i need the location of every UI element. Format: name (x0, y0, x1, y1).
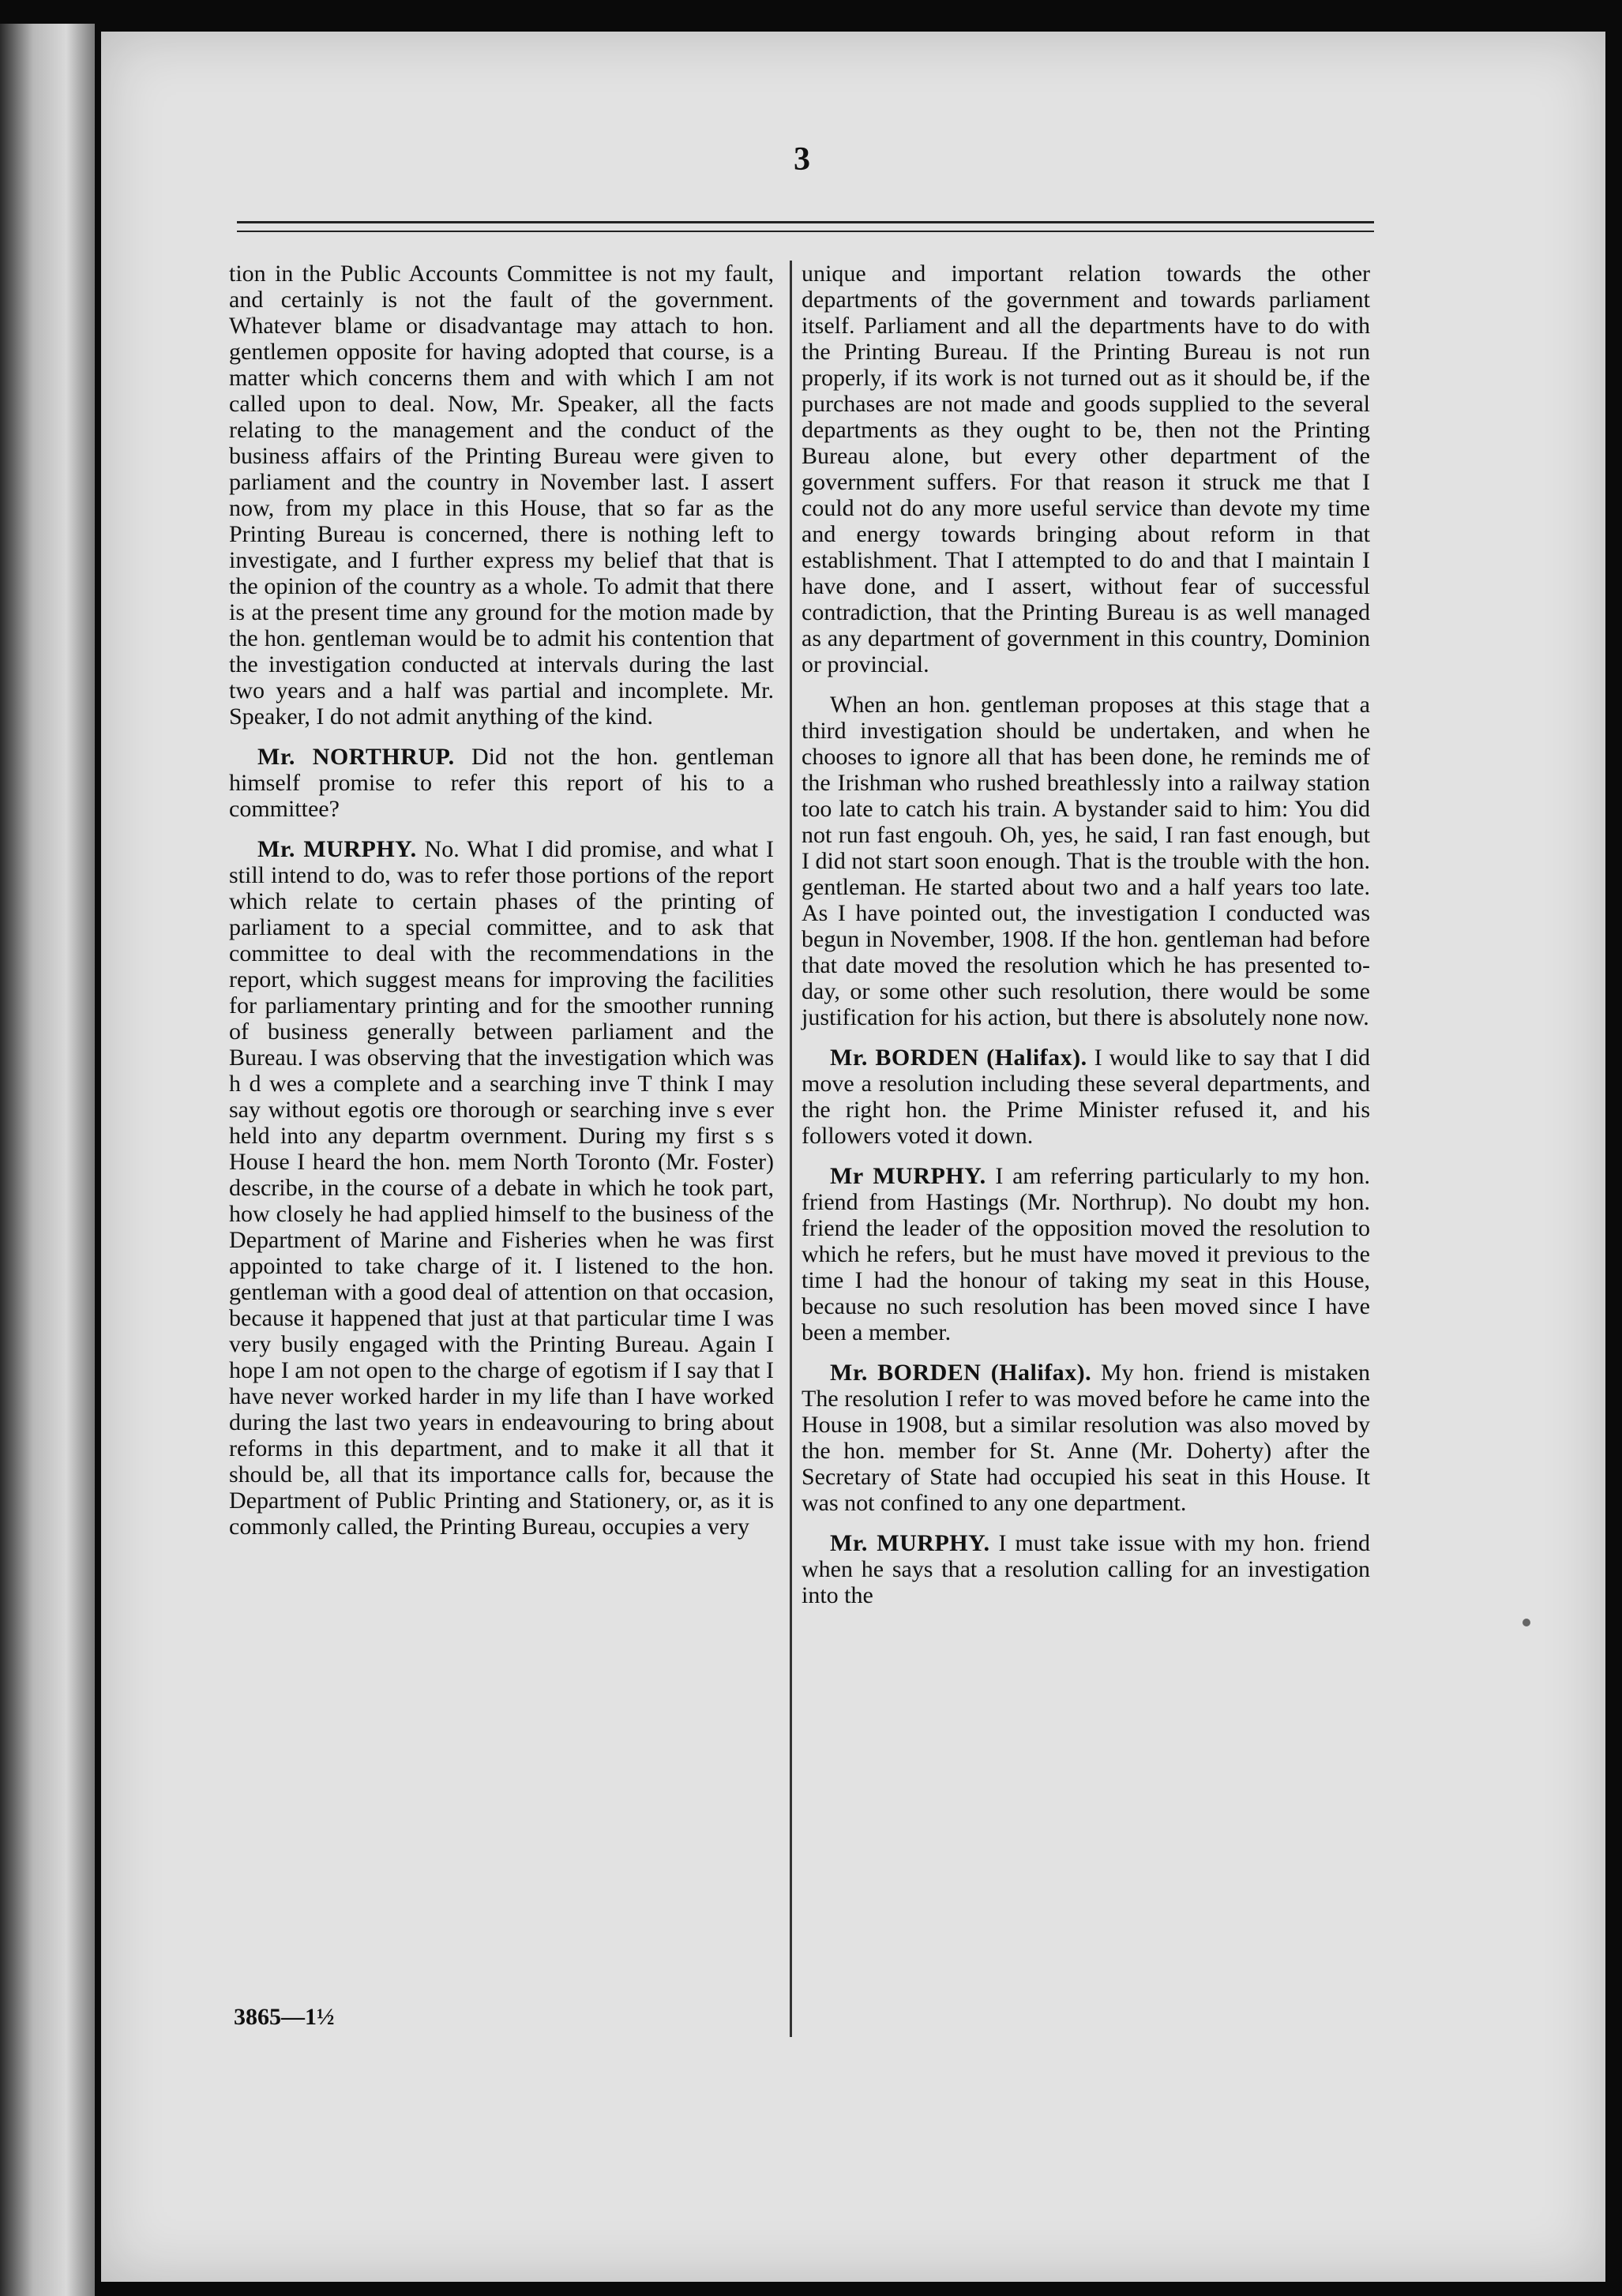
previous-page-edge (0, 24, 95, 2296)
left-paragraph-1-text: tion in the Public Accounts Committee is not my fault, and certainly is not the fault of the government. Whatever blame or disadvantage may attach to hon. gentlemen opposite for having adopted that course, is a matter which concerns them and with which I am not called upon to deal. Now, Mr. Speaker, all the facts relating to the management and the conduct of the business affairs of the Printing Bureau were given to parliament and the country in November last. I assert now, from my place in this House, that so far as the Printing Bureau is concerned, there is nothing left to investigate, and I further express my belief that that is the opinion of the country as a whole. To admit that there is at the present time any ground for the motion made by the hon. gentleman would be to admit his contention that the investigation conducted at intervals during the last two years and a half was partial and incomplete. Mr. Speaker, I do not admit anything of the kind. (229, 261, 774, 730)
speech-text: I must take issue with my hon. friend when he says that a resolution calling for an investigation into the (802, 1530, 1370, 1608)
left-column (229, 261, 774, 1554)
sessional-paper-code: 3865—1½ (234, 2004, 335, 2030)
left-paragraph-2 (229, 744, 774, 822)
right-paragraph-4 (802, 1163, 1370, 1345)
right-paragraph-1-text: unique and important relation towards the other departments of the government and towards parliament itself. Parliament and all the departments have to do with the Printing Bureau. If the Printing Bureau is not run properly, if its work is not turned out as it should be, if the purchases are not made and goods supplied to the several departments as they ought to be, then not the Printing Bureau alone, but every other department of the government suffers. For that reason it struck me that I could not do any more useful service than devote my time and energy towards bringing about reform in that establishment. That I attempted to do and that I maintain I have done, and I assert, without fear of successful contradiction, that the Printing Bureau is as well managed as any department of government in this country, Dominion or provincial. (802, 261, 1370, 677)
paper-speck (1523, 1619, 1530, 1626)
right-paragraph-2 (802, 692, 1370, 1030)
right-column (802, 261, 1370, 1623)
speaker-name: Mr. BORDEN (Halifax). (830, 1045, 1087, 1071)
left-paragraph-1 (229, 261, 774, 730)
right-paragraph-2-text: When an hon. gentleman proposes at this stage that a third investigation should be undertaken, and when he chooses to ignore all that has been done, he reminds me of the Irishman who rushed breathlessly into a railway station too late to catch his train. A bystander said to him: You did not run fast engouh. Oh, yes, he said, I ran fast enough, but I did not start soon enough. That is the trouble with the hon. gentleman. He started about two and a half years too late. As I have pointed out, the investigation I conducted was begun in November, 1908. If the hon. gentleman had before that date moved the resolution which he has presented to-day, or some other such resolution, there would be some justification for his action, but there is absolutely none now. (802, 692, 1370, 1030)
speech-text: I would like to say that I did move a resolution including these several departments, and the right hon. the Prime Minister refused it, and his followers voted it down. (802, 1045, 1370, 1149)
speech-text: I am referring particularly to my hon. friend from Hastings (Mr. Northrup). No doubt my hon. friend the leader of the opposition moved the resolution to which he refers, but he must have moved it previous to the time I had the honour of taking my seat in this House, because no such resolution has been moved since I have been a member. (802, 1163, 1370, 1345)
speech-text: No. What I did promise, and what I still intend to do, was to refer those portions of the report which relate to certain phases of the printing of parliament to a special committee, and to ask that committee to deal with the recommendations in the report, which suggest means for improving the facilities for parliamentary printing and for the smoother running of business generally between parliament and the Bureau. I was observing that the investigation which was h d wes a complete and a searching inve T think I may say without egotis ore thorough or searching inve s ever held into any departm overnment. During my first s s House I heard the hon. mem North Toronto (Mr. Foster) describe, in the course of a debate in which he took part, how closely he had applied himself to the business of the Department of Marine and Fisheries when he was first appointed to take charge of it. I listened to the hon. gentleman with a good deal of attention on that occasion, because it happened that just at that particular time I was very busily engaged with the Printing Bureau. Again I hope I am not open to the charge of egotism if I say that I have never worked harder in my life than I have worked during the last two years in endeavouring to bring about reforms in this department, and to make it all that it should be, all that its importance calls for, because the Department of Public Printing and Stationery, or, as it is commonly called, the Printing Bureau, occupies a very (229, 836, 774, 1540)
right-paragraph-3 (802, 1045, 1370, 1149)
right-paragraph-5 (802, 1360, 1370, 1516)
speaker-name: Mr. NORTHRUP. (257, 744, 455, 770)
speaker-name: Mr MURPHY. (830, 1163, 986, 1189)
speech-text: Did not the hon. gentleman himself promise to refer this report of his to a committee? (229, 744, 775, 822)
page-number: 3 (794, 141, 810, 178)
header-rule-secondary (237, 231, 1374, 232)
speech-text: My hon. friend is mistaken The resolution I refer to was moved before he came into the House in 1908, but a similar resolution was also moved by the hon. member for St. Anne (Mr. Doherty) after the Secretary of State had occupied his seat in this House. It was not confined to any one department. (802, 1360, 1370, 1516)
speaker-name: Mr. MURPHY. (257, 836, 417, 862)
column-divider (790, 261, 792, 2037)
speaker-name: Mr. MURPHY. (830, 1530, 990, 1556)
speaker-name: Mr. BORDEN (Halifax). (830, 1360, 1092, 1386)
right-paragraph-1 (802, 261, 1370, 677)
right-paragraph-6 (802, 1530, 1370, 1608)
left-paragraph-3 (229, 836, 774, 1540)
header-rule (237, 221, 1374, 223)
